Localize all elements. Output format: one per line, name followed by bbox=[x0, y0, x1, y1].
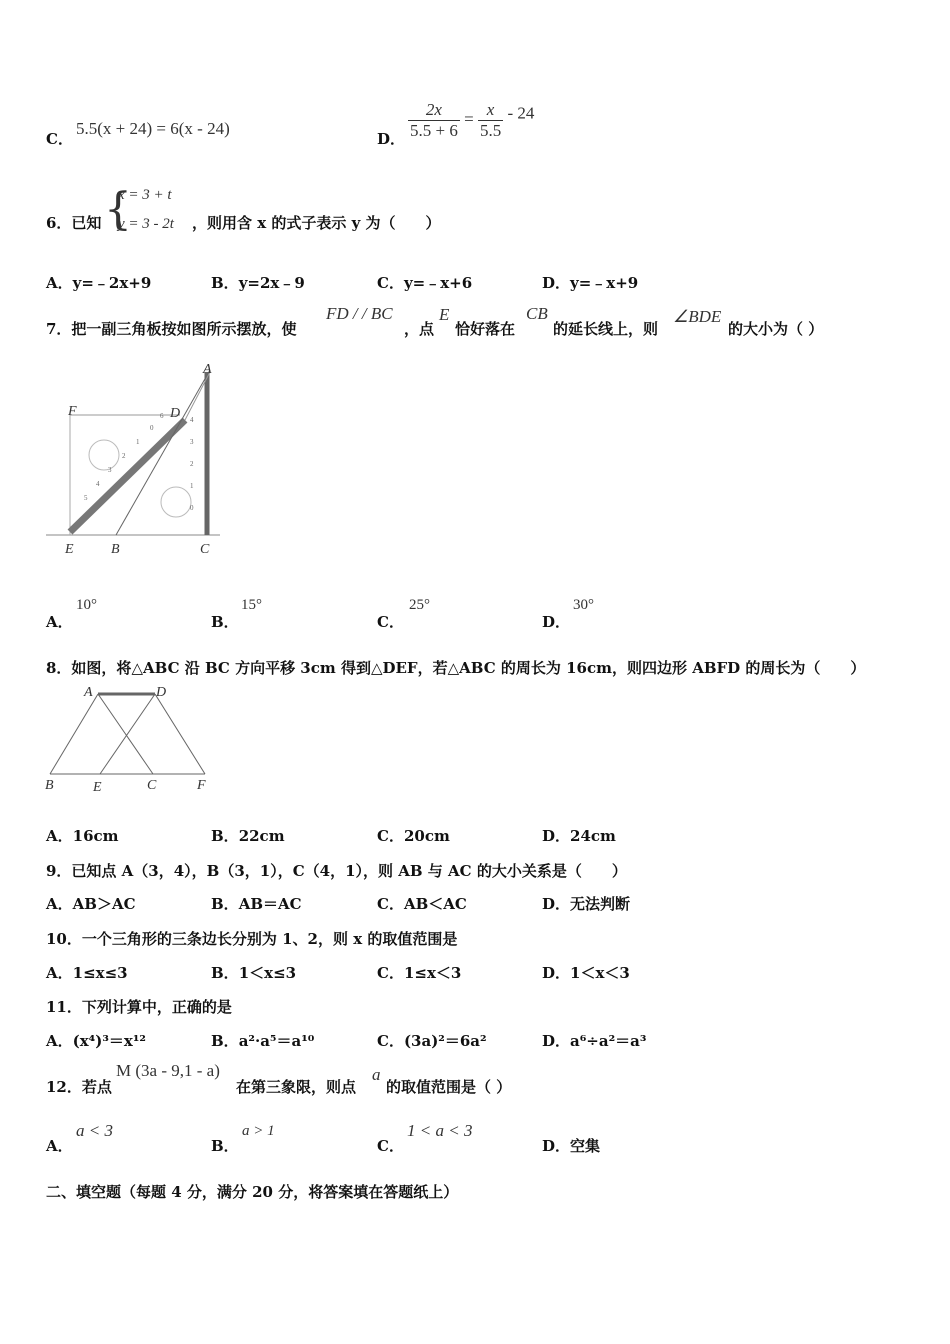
q8-translation-figure bbox=[40, 682, 220, 797]
q7-label-b: B bbox=[111, 542, 120, 557]
q11-option-d: D．a⁶÷a²＝a³ bbox=[542, 1032, 647, 1050]
q12-option-b-value: a > 1 bbox=[242, 1123, 275, 1139]
q7-hole-left bbox=[89, 440, 119, 470]
q11-option-b: B．a²·a⁵＝a¹⁰ bbox=[211, 1032, 315, 1050]
q6-option-d: D．y=﹣x+9 bbox=[542, 274, 639, 292]
q7-tick-2: 2 bbox=[122, 452, 126, 460]
q7-tick-6: 6 bbox=[160, 412, 164, 420]
q7-text-2: ，点 bbox=[404, 320, 435, 338]
q12-math-a: a bbox=[372, 1065, 381, 1084]
q6-equation-2: y = 3 - 2t bbox=[118, 216, 174, 232]
q8-segment-ac bbox=[98, 694, 153, 774]
q12-option-c-value: 1 < a < 3 bbox=[407, 1121, 473, 1140]
q8-segment-ab bbox=[50, 694, 98, 774]
q7-label-e: E bbox=[65, 542, 74, 557]
q12-text-3: 的取值范围是（ ） bbox=[386, 1078, 512, 1096]
q10-option-a: A．1≤x≤3 bbox=[46, 964, 128, 982]
q7-text-5: 的大小为（ ） bbox=[728, 320, 824, 338]
q10-question: 10．一个三角形的三条边长分别为 1、2，则 x 的取值范围是 bbox=[46, 930, 458, 948]
q5-d-equals: = bbox=[464, 109, 474, 129]
q7-label-f: F bbox=[68, 404, 77, 419]
q7-hole-right bbox=[161, 487, 191, 517]
q7-option-d-label: D． bbox=[542, 613, 571, 631]
q5-option-c-expression: 5.5(x + 24) = 6(x - 24) bbox=[76, 119, 230, 138]
q8-question: 8．如图，将△ABC 沿 BC 方向平移 3cm 得到△DEF，若△ABC 的周长为 16cm，则四边形 ABFD 的周长为（ ） bbox=[46, 659, 866, 677]
q7-option-c-label: C． bbox=[377, 613, 404, 631]
q10-option-b: B．1＜x≤3 bbox=[211, 964, 297, 982]
q7-label-a: A bbox=[203, 362, 212, 377]
q8-label-c: C bbox=[147, 778, 157, 793]
q11-question: 11．下列计算中，正确的是 bbox=[46, 998, 232, 1016]
q7-math-angle-bde: ∠BDE bbox=[673, 307, 722, 326]
q8-label-f: F bbox=[197, 778, 206, 793]
q11-option-c: C．(3a)²＝6a² bbox=[377, 1032, 487, 1050]
q10-option-c: C．1≤x＜3 bbox=[377, 964, 462, 982]
q5-option-c-label: C． bbox=[46, 130, 73, 148]
q7-math-cb: CB bbox=[526, 304, 548, 323]
q8-option-d: D．24cm bbox=[542, 827, 616, 845]
q7-tick-1: 1 bbox=[136, 438, 140, 446]
q7-option-a-label: A． bbox=[46, 613, 73, 631]
q6-option-c: C．y=﹣x+6 bbox=[377, 274, 473, 292]
q5-d-rhs-denominator: 5.5 bbox=[479, 121, 502, 140]
q11-option-a: A．(x⁴)³＝x¹² bbox=[46, 1032, 147, 1050]
q8-option-a: A．16cm bbox=[46, 827, 119, 845]
q5-option-d-expression bbox=[408, 100, 534, 141]
q9-question: 9．已知点 A（3，4），B（3，1），C（4，1），则 AB 与 AC 的大小关系是（ ） bbox=[46, 862, 627, 880]
q6-system-brace: { bbox=[104, 184, 132, 235]
q8-option-c: C．20cm bbox=[377, 827, 450, 845]
q9-option-c: C．AB＜AC bbox=[377, 895, 467, 913]
q7-option-a-value: 10° bbox=[76, 597, 97, 613]
q5-d-lhs-denominator: 5.5 + 6 bbox=[410, 121, 458, 140]
q7-triangle-ruler-figure bbox=[40, 360, 230, 560]
q5-option-d-label: D． bbox=[377, 130, 406, 148]
q7-tick-5: 5 bbox=[84, 494, 88, 502]
q7-text-1: 7．把一副三角板按如图所示摆放，使 bbox=[46, 320, 297, 338]
q7-option-c-value: 25° bbox=[409, 597, 430, 613]
q12-text-1: 12．若点 bbox=[46, 1078, 112, 1096]
q12-math-point-m: M (3a - 9,1 - a) bbox=[116, 1061, 220, 1080]
q9-option-a: A．AB＞AC bbox=[46, 895, 136, 913]
q7-side-tick-2: 2 bbox=[190, 460, 194, 468]
q6-prefix: 6．已知 bbox=[46, 214, 102, 232]
q8-label-d: D bbox=[156, 685, 167, 700]
q7-option-d-value: 30° bbox=[573, 597, 594, 613]
q7-side-tick-4: 4 bbox=[190, 416, 194, 424]
q7-side-tick-1: 1 bbox=[190, 482, 194, 490]
q12-option-b-label: B． bbox=[211, 1137, 239, 1155]
q7-side-tick-0: 0 bbox=[190, 504, 194, 512]
q12-text-2: 在第三象限，则点 bbox=[236, 1078, 357, 1096]
q12-option-c-label: C． bbox=[377, 1137, 404, 1155]
q7-text-3: 恰好落在 bbox=[455, 320, 516, 338]
q6-option-a: A．y=﹣2x+9 bbox=[46, 274, 152, 292]
q7-label-c: C bbox=[200, 542, 210, 557]
q5-d-tail: - 24 bbox=[507, 103, 535, 123]
q5-d-rhs-numerator: x bbox=[478, 100, 503, 121]
q7-text-4: 的延长线上，则 bbox=[553, 320, 659, 338]
q7-tick-3: 3 bbox=[108, 466, 112, 474]
q8-option-b: B．22cm bbox=[211, 827, 285, 845]
q10-option-d: D．1＜x＜3 bbox=[542, 964, 630, 982]
q7-math-fd-parallel-bc: FD / / BC bbox=[326, 304, 393, 323]
q6-equation-1: x = 3 + t bbox=[118, 187, 172, 203]
q8-label-e: E bbox=[93, 780, 102, 795]
q8-segment-de bbox=[100, 694, 155, 774]
q8-segment-df bbox=[155, 694, 205, 774]
q7-tick-0: 0 bbox=[150, 424, 154, 432]
q12-option-a-label: A． bbox=[46, 1137, 73, 1155]
q5-d-lhs-numerator: 2x bbox=[408, 100, 460, 121]
q12-option-a-value: a < 3 bbox=[76, 1121, 113, 1140]
q12-option-d: D．空集 bbox=[542, 1137, 601, 1155]
q7-tick-4: 4 bbox=[96, 480, 100, 488]
q7-option-b-label: B． bbox=[211, 613, 239, 631]
q8-label-a: A bbox=[84, 685, 93, 700]
q7-math-e: E bbox=[439, 305, 450, 324]
q6-suffix: ，则用含 x 的式子表示 y 为（ ） bbox=[192, 214, 441, 232]
section-2-heading: 二、填空题（每题 4 分，满分 20 分，将答案填在答题纸上） bbox=[46, 1183, 459, 1201]
q6-option-b: B．y=2x﹣9 bbox=[211, 274, 305, 292]
q9-option-d: D．无法判断 bbox=[542, 895, 631, 913]
q7-label-d: D bbox=[170, 406, 181, 421]
q9-option-b: B．AB＝AC bbox=[211, 895, 302, 913]
q7-option-b-value: 15° bbox=[241, 597, 262, 613]
q7-side-tick-3: 3 bbox=[190, 438, 194, 446]
q8-label-b: B bbox=[45, 778, 54, 793]
